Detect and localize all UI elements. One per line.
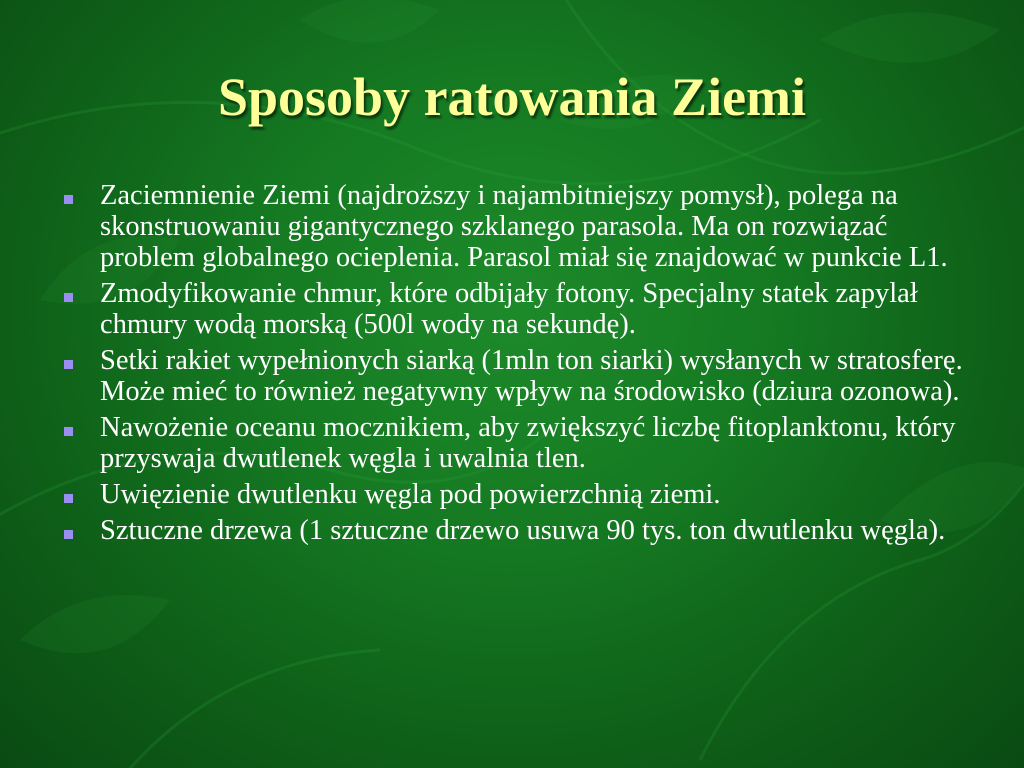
bullet-text: Uwięzienie dwutlenku węgla pod powierzchnią ziemi.: [100, 479, 721, 510]
bullet-text: Zmodyfikowanie chmur, które odbijały fotony. Specjalny statek zapylał chmury wodą morską (500l wody na sekundę).: [100, 278, 918, 340]
bullet-text: Nawożenie oceanu mocznikiem, aby zwiększyć liczbę fitoplanktonu, który przyswaja dwutlenek węgla i uwalnia tlen.: [100, 412, 956, 474]
square-bullet-icon: [64, 427, 73, 436]
bullet-text: Zaciemnienie Ziemi (najdroższy i najambitniejszy pomysł), polega na skonstruowaniu gigantycznego szklanego parasola. Ma on rozwiązać problem globalnego ocieplenia. Parasol miał się znajdować w punkcie L1.: [100, 180, 948, 273]
bullet-item: [62, 515, 982, 546]
square-bullet-icon: [64, 293, 73, 302]
square-bullet-icon: [64, 360, 73, 369]
bullet-text: Sztuczne drzewa (1 sztuczne drzewo usuwa 90 tys. ton dwutlenku węgla).: [100, 515, 946, 546]
bullet-list: [62, 180, 982, 551]
bullet-item: [62, 479, 982, 510]
slide-title: Sposoby ratowania Ziemi: [217, 67, 807, 127]
bullet-item: [62, 345, 982, 407]
square-bullet-icon: [64, 494, 73, 503]
bullet-text: Setki rakiet wypełnionych siarką (1mln ton siarki) wysłanych w stratosferę. Może mieć to również negatywny wpływ na środowisko (dziura ozonowa).: [100, 345, 963, 407]
bullet-item: [62, 278, 982, 340]
square-bullet-icon: [64, 195, 73, 204]
square-bullet-icon: [64, 530, 73, 539]
bullet-item: [62, 180, 982, 273]
bullet-item: [62, 412, 982, 474]
